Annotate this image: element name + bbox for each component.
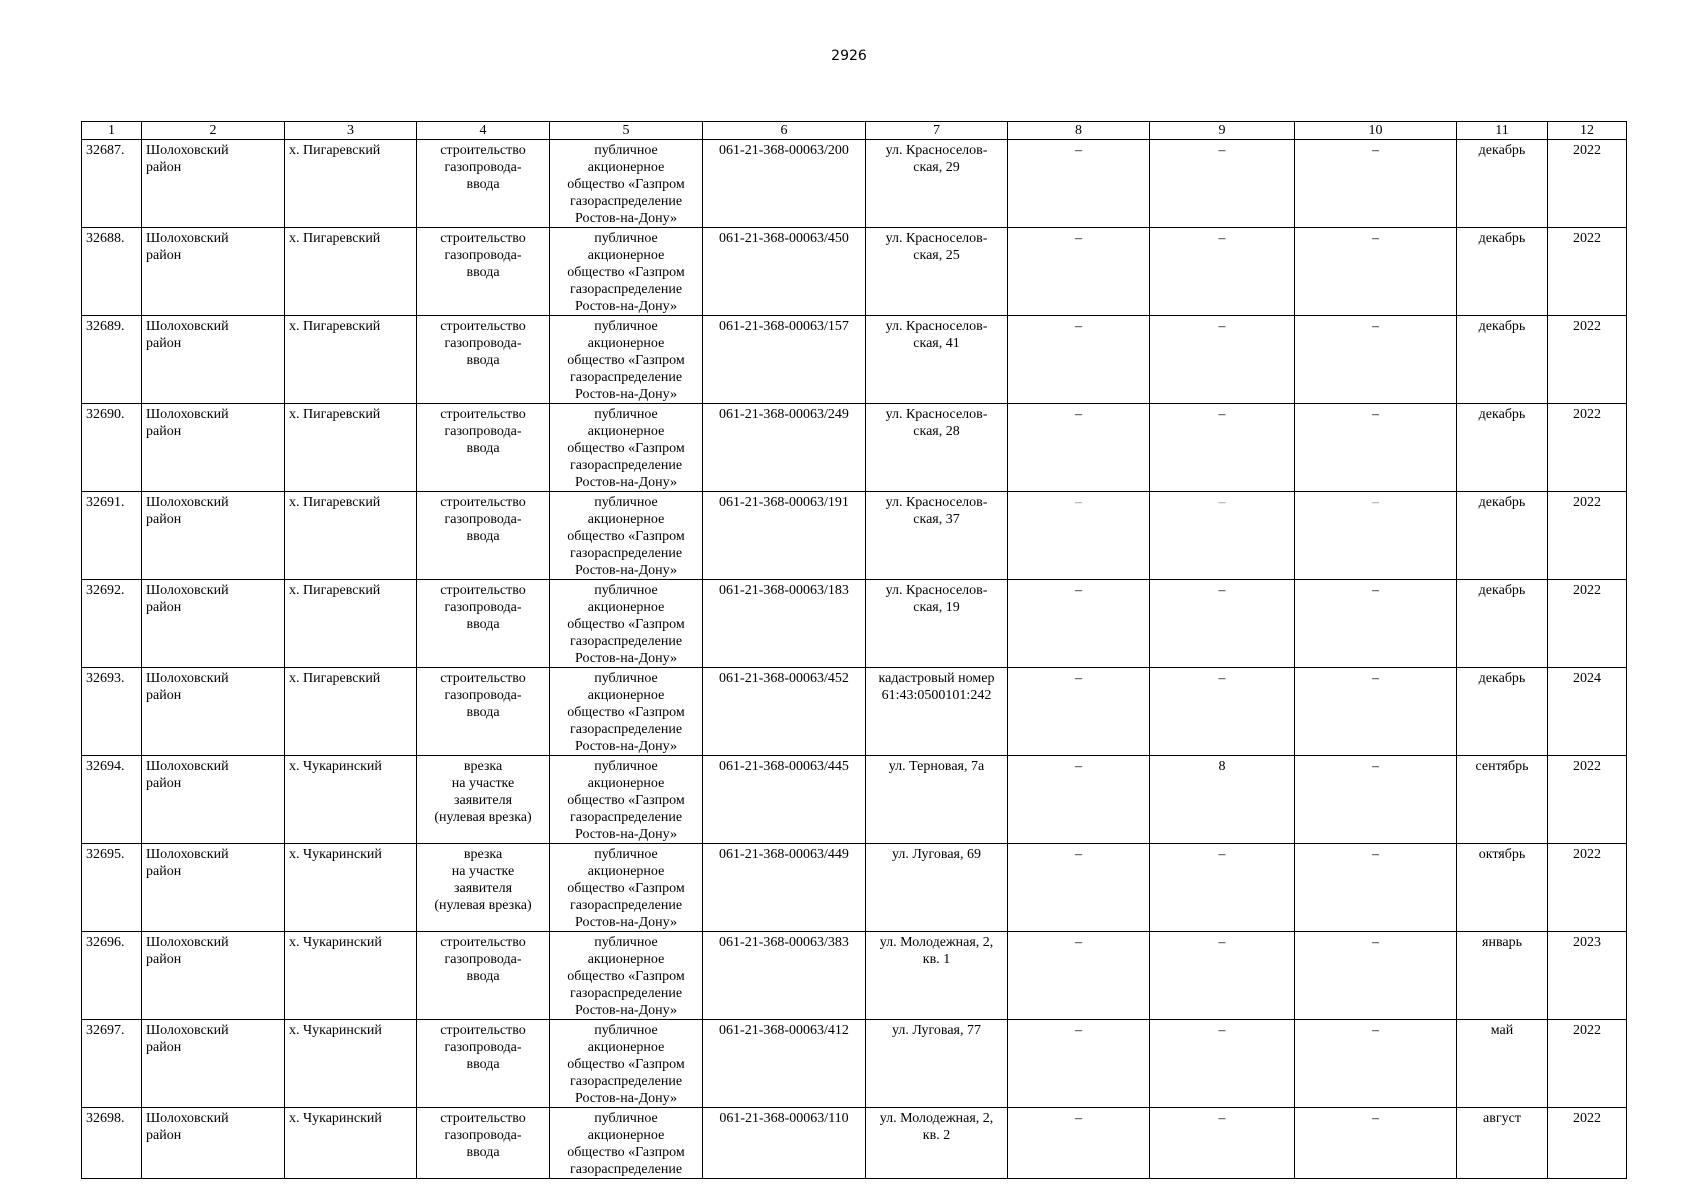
table-row: [82, 1020, 1627, 1108]
month-cell: декабрь: [1457, 316, 1548, 404]
code-cell: 061-21-368-00063/249: [703, 404, 866, 492]
row-number-cell: 32687.: [82, 140, 142, 228]
column-8-cell: –: [1008, 140, 1150, 228]
column-header: 1: [82, 122, 142, 140]
column-8-cell: –: [1008, 404, 1150, 492]
table-row: [82, 668, 1627, 756]
column-header: 4: [417, 122, 550, 140]
row-number-cell: 32691.: [82, 492, 142, 580]
column-8-cell: –: [1008, 668, 1150, 756]
column-header: 10: [1295, 122, 1457, 140]
table-row: [82, 404, 1627, 492]
code-cell: 061-21-368-00063/200: [703, 140, 866, 228]
work-type-cell: строительство газопровода- ввода: [417, 404, 550, 492]
column-10-cell: –: [1295, 1108, 1457, 1179]
row-number-cell: 32696.: [82, 932, 142, 1020]
locality-cell: х. Пигаревский: [285, 580, 417, 668]
month-cell: октябрь: [1457, 844, 1548, 932]
column-header: 12: [1548, 122, 1627, 140]
table-body: [82, 140, 1627, 1179]
year-cell: 2022: [1548, 492, 1627, 580]
column-9-cell: –: [1150, 1020, 1295, 1108]
work-type-cell: врезка на участке заявителя (нулевая врезка): [417, 844, 550, 932]
column-header: 9: [1150, 122, 1295, 140]
column-8-cell: –: [1008, 1108, 1150, 1179]
work-type-cell: строительство газопровода- ввода: [417, 140, 550, 228]
address-cell: ул. Молодежная, 2, кв. 2: [866, 1108, 1008, 1179]
table-row: [82, 844, 1627, 932]
year-cell: 2022: [1548, 316, 1627, 404]
address-cell: ул. Красноселов- ская, 19: [866, 580, 1008, 668]
year-cell: 2022: [1548, 228, 1627, 316]
row-number-cell: 32694.: [82, 756, 142, 844]
month-cell: май: [1457, 1020, 1548, 1108]
work-type-cell: строительство газопровода- ввода: [417, 316, 550, 404]
organization-cell: публичное акционерное общество «Газпром газораспределение Ростов-на-Дону»: [550, 668, 703, 756]
district-cell: Шолоховский район: [142, 492, 285, 580]
code-cell: 061-21-368-00063/445: [703, 756, 866, 844]
month-cell: январь: [1457, 932, 1548, 1020]
address-cell: кадастровый номер 61:43:0500101:242: [866, 668, 1008, 756]
table-row: [82, 140, 1627, 228]
organization-cell: публичное акционерное общество «Газпром газораспределение Ростов-на-Дону»: [550, 404, 703, 492]
district-cell: Шолоховский район: [142, 668, 285, 756]
column-10-cell: –: [1295, 580, 1457, 668]
column-10-cell: –: [1295, 844, 1457, 932]
organization-cell: публичное акционерное общество «Газпром газораспределение: [550, 1108, 703, 1179]
month-cell: декабрь: [1457, 228, 1548, 316]
month-cell: август: [1457, 1108, 1548, 1179]
column-10-cell: –: [1295, 668, 1457, 756]
column-8-cell: –: [1008, 580, 1150, 668]
column-9-cell: –: [1150, 404, 1295, 492]
column-header: 6: [703, 122, 866, 140]
code-cell: 061-21-368-00063/383: [703, 932, 866, 1020]
work-type-cell: строительство газопровода- ввода: [417, 580, 550, 668]
address-cell: ул. Красноселов- ская, 25: [866, 228, 1008, 316]
work-type-cell: строительство газопровода- ввода: [417, 1020, 550, 1108]
column-9-cell: –: [1150, 580, 1295, 668]
organization-cell: публичное акционерное общество «Газпром газораспределение Ростов-на-Дону»: [550, 580, 703, 668]
month-cell: декабрь: [1457, 580, 1548, 668]
column-number-row: [82, 122, 1627, 140]
locality-cell: х. Чукаринский: [285, 1108, 417, 1179]
month-cell: декабрь: [1457, 492, 1548, 580]
table-row: [82, 1108, 1627, 1179]
district-cell: Шолоховский район: [142, 1108, 285, 1179]
address-cell: ул. Терновая, 7а: [866, 756, 1008, 844]
code-cell: 061-21-368-00063/191: [703, 492, 866, 580]
district-cell: Шолоховский район: [142, 404, 285, 492]
district-cell: Шолоховский район: [142, 1020, 285, 1108]
organization-cell: публичное акционерное общество «Газпром газораспределение Ростов-на-Дону»: [550, 228, 703, 316]
district-cell: Шолоховский район: [142, 228, 285, 316]
organization-cell: публичное акционерное общество «Газпром газораспределение Ростов-на-Дону»: [550, 316, 703, 404]
year-cell: 2023: [1548, 932, 1627, 1020]
locality-cell: х. Чукаринский: [285, 844, 417, 932]
work-type-cell: строительство газопровода- ввода: [417, 228, 550, 316]
row-number-cell: 32689.: [82, 316, 142, 404]
district-cell: Шолоховский район: [142, 932, 285, 1020]
code-cell: 061-21-368-00063/110: [703, 1108, 866, 1179]
column-8-cell: –: [1008, 316, 1150, 404]
row-number-cell: 32695.: [82, 844, 142, 932]
code-cell: 061-21-368-00063/157: [703, 316, 866, 404]
column-9-cell: 8: [1150, 756, 1295, 844]
organization-cell: публичное акционерное общество «Газпром газораспределение Ростов-на-Дону»: [550, 140, 703, 228]
district-cell: Шолоховский район: [142, 844, 285, 932]
column-header: 7: [866, 122, 1008, 140]
code-cell: 061-21-368-00063/450: [703, 228, 866, 316]
column-9-cell: –: [1150, 140, 1295, 228]
address-cell: ул. Красноселов- ская, 41: [866, 316, 1008, 404]
column-10-cell: –: [1295, 932, 1457, 1020]
table-row: [82, 316, 1627, 404]
column-9-cell: –: [1150, 228, 1295, 316]
column-10-cell: –: [1295, 1020, 1457, 1108]
page-number: 2926: [831, 48, 867, 64]
district-cell: Шолоховский район: [142, 140, 285, 228]
district-cell: Шолоховский район: [142, 580, 285, 668]
row-number-cell: 32688.: [82, 228, 142, 316]
table-row: [82, 228, 1627, 316]
address-cell: ул. Красноселов- ская, 29: [866, 140, 1008, 228]
address-cell: ул. Молодежная, 2, кв. 1: [866, 932, 1008, 1020]
column-9-cell: –: [1150, 844, 1295, 932]
year-cell: 2022: [1548, 844, 1627, 932]
locality-cell: х. Пигаревский: [285, 492, 417, 580]
year-cell: 2022: [1548, 580, 1627, 668]
column-9-cell: –: [1150, 316, 1295, 404]
address-cell: ул. Луговая, 69: [866, 844, 1008, 932]
column-10-cell: –: [1295, 140, 1457, 228]
column-9-cell: –: [1150, 492, 1295, 580]
row-number-cell: 32693.: [82, 668, 142, 756]
year-cell: 2022: [1548, 404, 1627, 492]
address-cell: ул. Луговая, 77: [866, 1020, 1008, 1108]
table-row: [82, 756, 1627, 844]
registry-table: [81, 121, 1627, 1179]
organization-cell: публичное акционерное общество «Газпром газораспределение Ростов-на-Дону»: [550, 1020, 703, 1108]
column-header: 8: [1008, 122, 1150, 140]
column-header: 11: [1457, 122, 1548, 140]
column-8-cell: –: [1008, 932, 1150, 1020]
work-type-cell: врезка на участке заявителя (нулевая врезка): [417, 756, 550, 844]
work-type-cell: строительство газопровода- ввода: [417, 932, 550, 1020]
table-row: [82, 932, 1627, 1020]
column-8-cell: –: [1008, 844, 1150, 932]
column-header: 2: [142, 122, 285, 140]
organization-cell: публичное акционерное общество «Газпром газораспределение Ростов-на-Дону»: [550, 844, 703, 932]
locality-cell: х. Пигаревский: [285, 316, 417, 404]
table-row: [82, 580, 1627, 668]
district-cell: Шолоховский район: [142, 756, 285, 844]
row-number-cell: 32690.: [82, 404, 142, 492]
district-cell: Шолоховский район: [142, 316, 285, 404]
month-cell: декабрь: [1457, 404, 1548, 492]
row-number-cell: 32692.: [82, 580, 142, 668]
year-cell: 2022: [1548, 756, 1627, 844]
year-cell: 2022: [1548, 1020, 1627, 1108]
month-cell: сентябрь: [1457, 756, 1548, 844]
column-8-cell: –: [1008, 228, 1150, 316]
table-row: [82, 492, 1627, 580]
organization-cell: публичное акционерное общество «Газпром газораспределение Ростов-на-Дону»: [550, 932, 703, 1020]
row-number-cell: 32698.: [82, 1108, 142, 1179]
column-10-cell: –: [1295, 756, 1457, 844]
locality-cell: х. Чукаринский: [285, 1020, 417, 1108]
column-header: 5: [550, 122, 703, 140]
organization-cell: публичное акционерное общество «Газпром газораспределение Ростов-на-Дону»: [550, 492, 703, 580]
year-cell: 2024: [1548, 668, 1627, 756]
code-cell: 061-21-368-00063/449: [703, 844, 866, 932]
work-type-cell: строительство газопровода- ввода: [417, 492, 550, 580]
address-cell: ул. Красноселов- ская, 37: [866, 492, 1008, 580]
locality-cell: х. Чукаринский: [285, 932, 417, 1020]
row-number-cell: 32697.: [82, 1020, 142, 1108]
locality-cell: х. Пигаревский: [285, 140, 417, 228]
column-8-cell: –: [1008, 756, 1150, 844]
code-cell: 061-21-368-00063/412: [703, 1020, 866, 1108]
work-type-cell: строительство газопровода- ввода: [417, 1108, 550, 1179]
column-8-cell: –: [1008, 492, 1150, 580]
column-10-cell: –: [1295, 228, 1457, 316]
column-8-cell: –: [1008, 1020, 1150, 1108]
work-type-cell: строительство газопровода- ввода: [417, 668, 550, 756]
locality-cell: х. Пигаревский: [285, 668, 417, 756]
code-cell: 061-21-368-00063/452: [703, 668, 866, 756]
address-cell: ул. Красноселов- ская, 28: [866, 404, 1008, 492]
column-10-cell: –: [1295, 316, 1457, 404]
column-9-cell: –: [1150, 1108, 1295, 1179]
month-cell: декабрь: [1457, 140, 1548, 228]
year-cell: 2022: [1548, 140, 1627, 228]
year-cell: 2022: [1548, 1108, 1627, 1179]
column-10-cell: –: [1295, 492, 1457, 580]
column-10-cell: –: [1295, 404, 1457, 492]
column-9-cell: –: [1150, 668, 1295, 756]
locality-cell: х. Пигаревский: [285, 404, 417, 492]
organization-cell: публичное акционерное общество «Газпром газораспределение Ростов-на-Дону»: [550, 756, 703, 844]
column-header: 3: [285, 122, 417, 140]
column-9-cell: –: [1150, 932, 1295, 1020]
month-cell: декабрь: [1457, 668, 1548, 756]
locality-cell: х. Пигаревский: [285, 228, 417, 316]
locality-cell: х. Чукаринский: [285, 756, 417, 844]
code-cell: 061-21-368-00063/183: [703, 580, 866, 668]
